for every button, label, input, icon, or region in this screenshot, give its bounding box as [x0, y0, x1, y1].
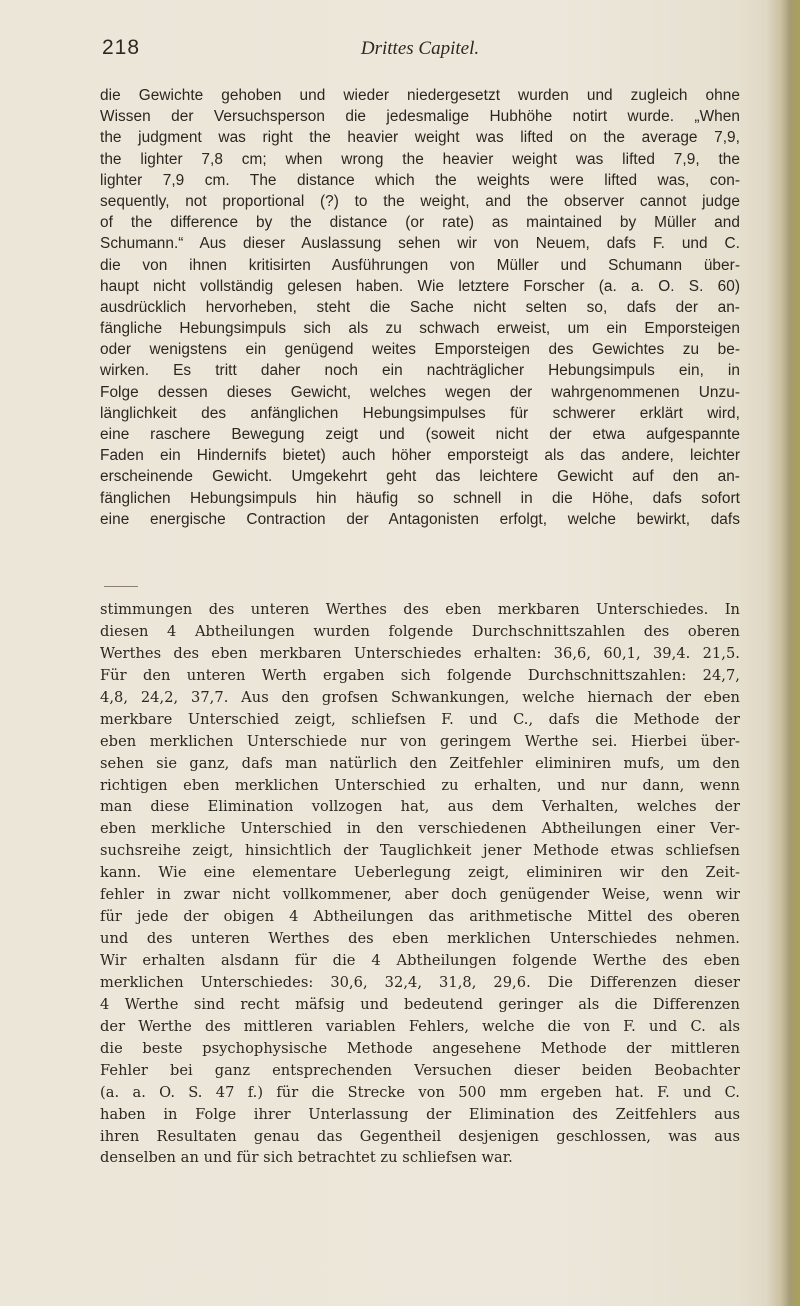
text-line: Fehler bei ganz entsprechenden Versuchen dieser beiden Beobachter — [100, 1061, 740, 1079]
text-line: Folge dessen dieses Gewicht, welches wegen der wahrgenommenen Unzu- — [100, 383, 740, 401]
text-line: Werthes des eben merkbaren Unterschiedes erhalten: 36,6, 60,1, 39,4. 21,5. — [100, 644, 740, 662]
text-line: Faden ein Hindernifs bietet) auch höher emporsteigt als das andere, leichter — [100, 447, 740, 465]
text-line: länglichkeit des anfänglichen Hebungsimpulses für schwerer erklärt wird, — [100, 404, 740, 422]
text-line: die von ihnen kritisirten Ausführungen von Müller und Schumann über- — [100, 256, 740, 274]
text-line: merkbare Unterschied zeigt, schliefsen F. und C., dafs die Methode der — [100, 710, 740, 728]
text-line: Für den unteren Werth ergaben sich folgende Durchschnittszahlen: 24,7, — [100, 666, 740, 684]
text-line: merklichen Unterschiedes: 30,6, 32,4, 31,8, 29,6. Die Differenzen dieser — [100, 973, 740, 991]
section-separator — [104, 586, 138, 587]
text-line: 4 Werthe sind recht mäfsig und bedeutend geringer als die Differenzen — [100, 995, 740, 1013]
text-line: der Werthe des mittleren variablen Fehlers, welche die von F. und C. als — [100, 1017, 740, 1035]
paragraph-1 — [100, 85, 740, 530]
page-edge — [766, 0, 800, 1306]
running-title: Drittes Capitel. — [360, 38, 480, 59]
text-line: die Gewichte gehoben und wieder niedergesetzt wurden und zugleich ohne — [100, 87, 740, 104]
text-line: eine energische Contraction der Antagonisten erfolgt, welche bewirkt, dafs — [100, 510, 740, 528]
text-line: und des unteren Werthes des eben merklichen Unterschiedes nehmen. — [100, 930, 740, 948]
text-line: ihren Resultaten genau das Gegentheil desjenigen geschlossen, was aus — [100, 1127, 740, 1145]
text-line: man diese Elimination vollzogen hat, aus dem Verhalten, welches der — [100, 798, 740, 816]
text-line: richtigen eben merklichen Unterschied zu erhalten, und nur dann, wenn — [100, 776, 740, 794]
text-line: oder wenigstens ein genügend weites Emporsteigen des Gewichtes zu be- — [100, 341, 740, 359]
text-line: fehler in zwar nicht vollkommener, aber doch genügender Weise, wenn wir — [100, 886, 740, 904]
text-line: fängliche Hebungsimpuls sich als zu schwach erweist, um ein Emporsteigen — [100, 320, 740, 338]
text-line: Wissen der Versuchsperson die jedesmalige Hubhöhe notirt wurde. „When — [100, 108, 740, 126]
text-line: ausdrücklich hervorheben, steht die Sache nicht selten so, dafs der an- — [100, 298, 740, 316]
text-line: 4,8, 24,2, 37,7. Aus den grofsen Schwankungen, welche hiernach der eben — [100, 688, 740, 706]
text-line: wirken. Es tritt daher noch ein nachträglicher Hebungsimpuls ein, in — [100, 362, 740, 380]
text-line: the judgment was right the heavier weight was lifted on the average 7,9, — [100, 129, 740, 147]
text-line: haupt nicht vollständig gelesen haben. Wie letztere Forscher (a. a. O. S. 60) — [100, 277, 740, 295]
text-line: Schumann.“ Aus dieser Auslassung sehen wir von Neuem, dafs F. und C. — [100, 235, 740, 253]
text-line: sehen sie ganz, dafs man natürlich den Zeitfehler eliminiren mufs, um den — [100, 754, 740, 772]
text-line: haben in Folge ihrer Unterlassung der Elimination des Zeitfehlers aus — [100, 1105, 740, 1123]
text-line: Wir erhalten alsdann für die 4 Abtheilungen folgende Werthe des eben — [100, 952, 740, 969]
text-line: eben merkliche Unterschied in den verschiedenen Abtheilungen einer Ver- — [100, 820, 740, 838]
text-line: denselben an und für sich betrachtet zu schliefsen war. — [100, 1149, 513, 1167]
text-line: diesen 4 Abtheilungen wurden folgende Durchschnittszahlen des oberen — [100, 622, 740, 640]
text-line: (a. a. O. S. 47 f.) für die Strecke von 500 mm ergeben hat. F. und C. — [100, 1083, 740, 1101]
text-line: of the difference by the distance (or rate) as maintained by Müller and — [100, 214, 740, 232]
text-line: the lighter 7,8 cm; when wrong the heavier weight was lifted 7,9, the — [100, 150, 740, 168]
text-line: lighter 7,9 cm. The distance which the weights were lifted was, con- — [100, 171, 740, 189]
text-line: erscheinende Gewicht. Umgekehrt geht das leichtere Gewicht auf den an- — [100, 468, 740, 486]
text-line: suchsreihe zeigt, hinsichtlich der Tauglichkeit jener Methode etwas schliefsen — [100, 842, 740, 860]
text-line: die beste psychophysische Methode angesehene Methode der mittleren — [100, 1039, 740, 1057]
text-line: fänglichen Hebungsimpuls hin häufig so schnell in die Höhe, dafs sofort — [100, 489, 740, 507]
text-line: eben merklichen Unterschiede nur von geringem Werthe sei. Hierbei über- — [100, 732, 740, 750]
text-line: stimmungen des unteren Werthes des eben merkbaren Unterschiedes. In — [100, 601, 740, 618]
page-number: 218 — [102, 36, 141, 59]
text-line: für jede der obigen 4 Abtheilungen das arithmetische Mittel des oberen — [100, 908, 740, 926]
text-line: kann. Wie eine elementare Ueberlegung zeigt, eliminiren wir den Zeit- — [100, 864, 740, 882]
page-header — [100, 36, 740, 66]
text-line: eine raschere Bewegung zeigt und (soweit nicht der etwa aufgespannte — [100, 426, 740, 443]
text-line: sequently, not proportional (?) to the weight, and the observer cannot judge — [100, 192, 740, 210]
paragraph-2 — [100, 599, 740, 1169]
